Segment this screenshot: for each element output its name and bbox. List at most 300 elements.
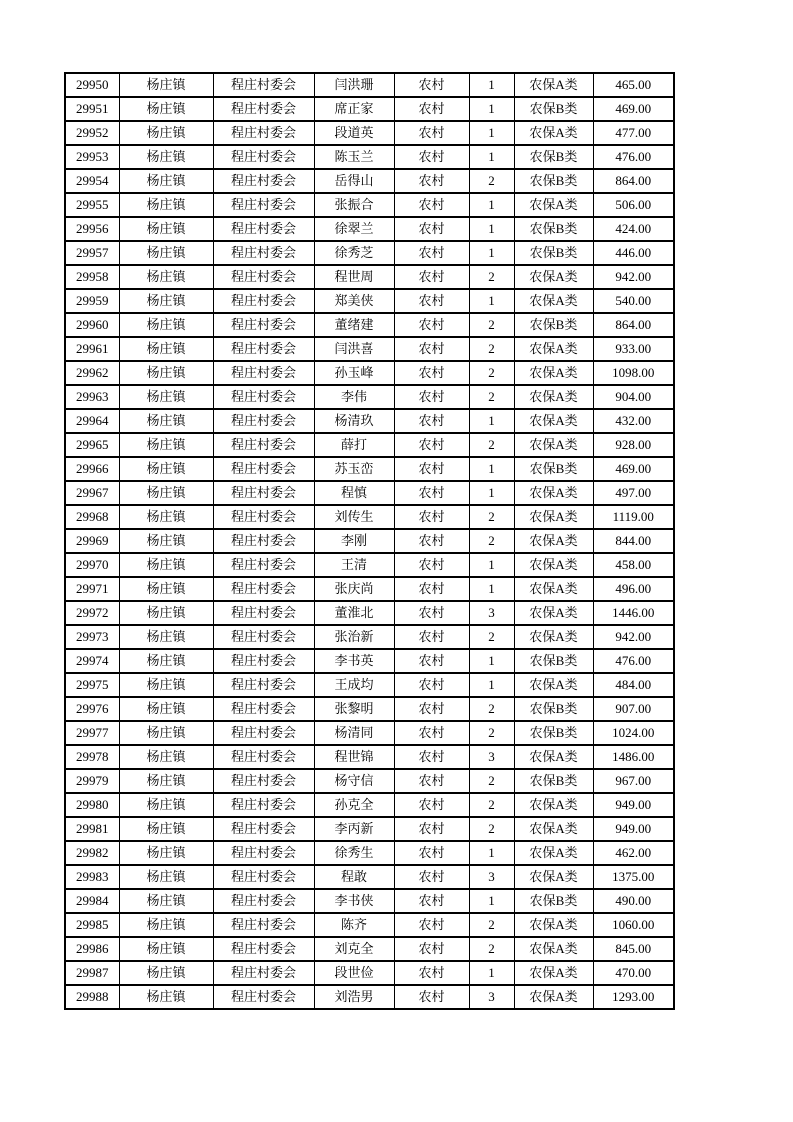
cell-insurance-category: 农保A类: [514, 505, 593, 529]
cell-person-name: 徐秀芝: [314, 241, 394, 265]
cell-village-committee: 程庄村委会: [213, 865, 314, 889]
cell-household-type: 农村: [394, 97, 469, 121]
cell-person-count: 2: [469, 361, 514, 385]
cell-amount: 1119.00: [593, 505, 674, 529]
cell-town: 杨庄镇: [119, 73, 213, 97]
cell-village-committee: 程庄村委会: [213, 385, 314, 409]
cell-amount: 477.00: [593, 121, 674, 145]
cell-insurance-category: 农保A类: [514, 961, 593, 985]
cell-person-count: 1: [469, 289, 514, 313]
cell-village-committee: 程庄村委会: [213, 961, 314, 985]
cell-person-count: 1: [469, 193, 514, 217]
cell-village-committee: 程庄村委会: [213, 457, 314, 481]
cell-amount: 496.00: [593, 577, 674, 601]
cell-serial-number: 29956: [65, 217, 119, 241]
cell-serial-number: 29978: [65, 745, 119, 769]
table-row: [65, 745, 674, 769]
table-row: [65, 817, 674, 841]
cell-insurance-category: 农保A类: [514, 937, 593, 961]
cell-person-name: 李丙新: [314, 817, 394, 841]
cell-serial-number: 29960: [65, 313, 119, 337]
cell-person-name: 张振合: [314, 193, 394, 217]
cell-insurance-category: 农保A类: [514, 529, 593, 553]
cell-person-name: 王清: [314, 553, 394, 577]
cell-household-type: 农村: [394, 553, 469, 577]
cell-person-name: 段世俭: [314, 961, 394, 985]
cell-amount: 1098.00: [593, 361, 674, 385]
cell-household-type: 农村: [394, 289, 469, 313]
cell-person-name: 程世周: [314, 265, 394, 289]
cell-insurance-category: 农保B类: [514, 241, 593, 265]
table-row: [65, 73, 674, 97]
cell-insurance-category: 农保B类: [514, 697, 593, 721]
cell-town: 杨庄镇: [119, 97, 213, 121]
cell-person-name: 苏玉峦: [314, 457, 394, 481]
cell-amount: 462.00: [593, 841, 674, 865]
cell-village-committee: 程庄村委会: [213, 241, 314, 265]
cell-amount: 928.00: [593, 433, 674, 457]
cell-insurance-category: 农保A类: [514, 625, 593, 649]
cell-village-committee: 程庄村委会: [213, 289, 314, 313]
cell-insurance-category: 农保A类: [514, 913, 593, 937]
cell-person-name: 闫洪喜: [314, 337, 394, 361]
cell-town: 杨庄镇: [119, 361, 213, 385]
cell-person-name: 张黎明: [314, 697, 394, 721]
cell-household-type: 农村: [394, 937, 469, 961]
cell-serial-number: 29979: [65, 769, 119, 793]
cell-village-committee: 程庄村委会: [213, 169, 314, 193]
cell-amount: 942.00: [593, 265, 674, 289]
cell-serial-number: 29977: [65, 721, 119, 745]
cell-insurance-category: 农保A类: [514, 73, 593, 97]
table-row: [65, 169, 674, 193]
cell-person-name: 李刚: [314, 529, 394, 553]
cell-town: 杨庄镇: [119, 529, 213, 553]
cell-insurance-category: 农保B类: [514, 457, 593, 481]
cell-person-count: 1: [469, 121, 514, 145]
cell-person-count: 3: [469, 865, 514, 889]
cell-insurance-category: 农保B类: [514, 889, 593, 913]
cell-person-count: 1: [469, 649, 514, 673]
cell-town: 杨庄镇: [119, 673, 213, 697]
cell-person-count: 1: [469, 145, 514, 169]
table-row: [65, 193, 674, 217]
cell-serial-number: 29976: [65, 697, 119, 721]
cell-insurance-category: 农保A类: [514, 577, 593, 601]
cell-amount: 864.00: [593, 313, 674, 337]
cell-village-committee: 程庄村委会: [213, 817, 314, 841]
cell-household-type: 农村: [394, 769, 469, 793]
table-row: [65, 673, 674, 697]
cell-amount: 1486.00: [593, 745, 674, 769]
cell-person-name: 孙克全: [314, 793, 394, 817]
table-row: [65, 313, 674, 337]
cell-town: 杨庄镇: [119, 625, 213, 649]
cell-person-count: 2: [469, 793, 514, 817]
table-row: [65, 433, 674, 457]
cell-insurance-category: 农保A类: [514, 193, 593, 217]
cell-insurance-category: 农保A类: [514, 817, 593, 841]
cell-insurance-category: 农保B类: [514, 169, 593, 193]
table-row: [65, 985, 674, 1009]
cell-town: 杨庄镇: [119, 865, 213, 889]
cell-village-committee: 程庄村委会: [213, 337, 314, 361]
cell-amount: 1060.00: [593, 913, 674, 937]
cell-person-name: 张庆尚: [314, 577, 394, 601]
cell-insurance-category: 农保A类: [514, 409, 593, 433]
cell-insurance-category: 农保B类: [514, 721, 593, 745]
cell-household-type: 农村: [394, 505, 469, 529]
cell-person-name: 徐翠兰: [314, 217, 394, 241]
cell-village-committee: 程庄村委会: [213, 625, 314, 649]
cell-village-committee: 程庄村委会: [213, 121, 314, 145]
table-row: [65, 601, 674, 625]
cell-household-type: 农村: [394, 601, 469, 625]
table-row: [65, 121, 674, 145]
cell-serial-number: 29957: [65, 241, 119, 265]
cell-serial-number: 29980: [65, 793, 119, 817]
cell-person-count: 3: [469, 601, 514, 625]
cell-village-committee: 程庄村委会: [213, 217, 314, 241]
cell-amount: 432.00: [593, 409, 674, 433]
cell-person-name: 杨守信: [314, 769, 394, 793]
cell-serial-number: 29981: [65, 817, 119, 841]
table-row: [65, 841, 674, 865]
cell-person-count: 2: [469, 721, 514, 745]
cell-village-committee: 程庄村委会: [213, 889, 314, 913]
cell-person-name: 陈齐: [314, 913, 394, 937]
table-row: [65, 889, 674, 913]
cell-person-count: 2: [469, 937, 514, 961]
cell-person-count: 1: [469, 217, 514, 241]
cell-insurance-category: 农保A类: [514, 121, 593, 145]
cell-insurance-category: 农保A类: [514, 865, 593, 889]
cell-insurance-category: 农保B类: [514, 217, 593, 241]
cell-insurance-category: 农保A类: [514, 385, 593, 409]
cell-town: 杨庄镇: [119, 769, 213, 793]
cell-amount: 469.00: [593, 97, 674, 121]
cell-town: 杨庄镇: [119, 145, 213, 169]
cell-household-type: 农村: [394, 169, 469, 193]
cell-serial-number: 29986: [65, 937, 119, 961]
cell-household-type: 农村: [394, 793, 469, 817]
cell-village-committee: 程庄村委会: [213, 505, 314, 529]
table-row: [65, 385, 674, 409]
table-row: [65, 625, 674, 649]
cell-village-committee: 程庄村委会: [213, 937, 314, 961]
cell-household-type: 农村: [394, 841, 469, 865]
cell-household-type: 农村: [394, 889, 469, 913]
table-body: [65, 73, 674, 1009]
cell-village-committee: 程庄村委会: [213, 361, 314, 385]
cell-insurance-category: 农保B类: [514, 313, 593, 337]
cell-town: 杨庄镇: [119, 433, 213, 457]
cell-amount: 942.00: [593, 625, 674, 649]
cell-insurance-category: 农保A类: [514, 337, 593, 361]
cell-amount: 949.00: [593, 793, 674, 817]
cell-insurance-category: 农保B类: [514, 97, 593, 121]
cell-village-committee: 程庄村委会: [213, 745, 314, 769]
cell-household-type: 农村: [394, 361, 469, 385]
cell-amount: 469.00: [593, 457, 674, 481]
cell-amount: 907.00: [593, 697, 674, 721]
cell-household-type: 农村: [394, 913, 469, 937]
cell-amount: 967.00: [593, 769, 674, 793]
cell-person-count: 1: [469, 73, 514, 97]
cell-household-type: 农村: [394, 529, 469, 553]
cell-household-type: 农村: [394, 121, 469, 145]
table-row: [65, 265, 674, 289]
cell-household-type: 农村: [394, 961, 469, 985]
cell-town: 杨庄镇: [119, 889, 213, 913]
cell-town: 杨庄镇: [119, 121, 213, 145]
cell-person-count: 1: [469, 841, 514, 865]
cell-insurance-category: 农保A类: [514, 265, 593, 289]
cell-household-type: 农村: [394, 385, 469, 409]
cell-serial-number: 29952: [65, 121, 119, 145]
cell-town: 杨庄镇: [119, 313, 213, 337]
cell-serial-number: 29984: [65, 889, 119, 913]
cell-village-committee: 程庄村委会: [213, 529, 314, 553]
cell-person-count: 2: [469, 313, 514, 337]
table-row: [65, 937, 674, 961]
cell-town: 杨庄镇: [119, 553, 213, 577]
cell-person-name: 席正家: [314, 97, 394, 121]
cell-town: 杨庄镇: [119, 697, 213, 721]
cell-town: 杨庄镇: [119, 961, 213, 985]
table-row: [65, 769, 674, 793]
cell-insurance-category: 农保A类: [514, 481, 593, 505]
cell-village-committee: 程庄村委会: [213, 409, 314, 433]
cell-serial-number: 29966: [65, 457, 119, 481]
table-row: [65, 97, 674, 121]
cell-household-type: 农村: [394, 217, 469, 241]
cell-person-count: 2: [469, 433, 514, 457]
cell-town: 杨庄镇: [119, 577, 213, 601]
cell-amount: 470.00: [593, 961, 674, 985]
cell-serial-number: 29959: [65, 289, 119, 313]
table-row: [65, 409, 674, 433]
cell-person-count: 1: [469, 961, 514, 985]
cell-insurance-category: 农保A类: [514, 601, 593, 625]
cell-person-count: 3: [469, 985, 514, 1009]
cell-village-committee: 程庄村委会: [213, 649, 314, 673]
cell-village-committee: 程庄村委会: [213, 673, 314, 697]
cell-person-count: 1: [469, 409, 514, 433]
cell-household-type: 农村: [394, 673, 469, 697]
cell-household-type: 农村: [394, 193, 469, 217]
table-row: [65, 481, 674, 505]
cell-town: 杨庄镇: [119, 745, 213, 769]
cell-serial-number: 29970: [65, 553, 119, 577]
cell-household-type: 农村: [394, 73, 469, 97]
cell-town: 杨庄镇: [119, 217, 213, 241]
cell-town: 杨庄镇: [119, 169, 213, 193]
cell-village-committee: 程庄村委会: [213, 481, 314, 505]
cell-person-name: 李书英: [314, 649, 394, 673]
cell-amount: 446.00: [593, 241, 674, 265]
cell-insurance-category: 农保A类: [514, 985, 593, 1009]
table-row: [65, 553, 674, 577]
cell-person-name: 段道英: [314, 121, 394, 145]
cell-serial-number: 29955: [65, 193, 119, 217]
cell-village-committee: 程庄村委会: [213, 601, 314, 625]
cell-amount: 476.00: [593, 649, 674, 673]
cell-person-count: 3: [469, 745, 514, 769]
cell-person-count: 2: [469, 769, 514, 793]
cell-amount: 949.00: [593, 817, 674, 841]
cell-village-committee: 程庄村委会: [213, 313, 314, 337]
cell-insurance-category: 农保A类: [514, 433, 593, 457]
cell-town: 杨庄镇: [119, 841, 213, 865]
cell-amount: 484.00: [593, 673, 674, 697]
cell-town: 杨庄镇: [119, 793, 213, 817]
cell-amount: 540.00: [593, 289, 674, 313]
cell-amount: 1375.00: [593, 865, 674, 889]
cell-household-type: 农村: [394, 985, 469, 1009]
cell-person-count: 1: [469, 577, 514, 601]
cell-serial-number: 29983: [65, 865, 119, 889]
cell-person-count: 2: [469, 625, 514, 649]
cell-household-type: 农村: [394, 697, 469, 721]
cell-serial-number: 29969: [65, 529, 119, 553]
cell-village-committee: 程庄村委会: [213, 97, 314, 121]
table-row: [65, 361, 674, 385]
cell-serial-number: 29958: [65, 265, 119, 289]
cell-village-committee: 程庄村委会: [213, 73, 314, 97]
cell-village-committee: 程庄村委会: [213, 841, 314, 865]
cell-amount: 465.00: [593, 73, 674, 97]
cell-household-type: 农村: [394, 481, 469, 505]
cell-town: 杨庄镇: [119, 409, 213, 433]
cell-village-committee: 程庄村委会: [213, 769, 314, 793]
cell-serial-number: 29954: [65, 169, 119, 193]
cell-person-count: 2: [469, 529, 514, 553]
cell-amount: 476.00: [593, 145, 674, 169]
cell-person-count: 1: [469, 241, 514, 265]
cell-town: 杨庄镇: [119, 721, 213, 745]
cell-household-type: 农村: [394, 265, 469, 289]
cell-person-name: 郑美侠: [314, 289, 394, 313]
table-row: [65, 721, 674, 745]
cell-household-type: 农村: [394, 817, 469, 841]
cell-serial-number: 29985: [65, 913, 119, 937]
cell-person-name: 徐秀生: [314, 841, 394, 865]
cell-person-count: 1: [469, 457, 514, 481]
cell-person-name: 程世锦: [314, 745, 394, 769]
cell-village-committee: 程庄村委会: [213, 265, 314, 289]
cell-amount: 904.00: [593, 385, 674, 409]
cell-amount: 1293.00: [593, 985, 674, 1009]
cell-town: 杨庄镇: [119, 985, 213, 1009]
cell-serial-number: 29962: [65, 361, 119, 385]
table-row: [65, 505, 674, 529]
cell-person-name: 孙玉峰: [314, 361, 394, 385]
cell-town: 杨庄镇: [119, 505, 213, 529]
cell-town: 杨庄镇: [119, 937, 213, 961]
cell-amount: 844.00: [593, 529, 674, 553]
cell-town: 杨庄镇: [119, 817, 213, 841]
cell-person-name: 陈玉兰: [314, 145, 394, 169]
cell-village-committee: 程庄村委会: [213, 145, 314, 169]
table-row: [65, 577, 674, 601]
cell-serial-number: 29950: [65, 73, 119, 97]
cell-insurance-category: 农保B类: [514, 769, 593, 793]
cell-person-name: 李书侠: [314, 889, 394, 913]
table-row: [65, 961, 674, 985]
cell-person-count: 2: [469, 913, 514, 937]
cell-amount: 490.00: [593, 889, 674, 913]
cell-person-count: 2: [469, 697, 514, 721]
cell-amount: 933.00: [593, 337, 674, 361]
cell-person-count: 1: [469, 97, 514, 121]
cell-village-committee: 程庄村委会: [213, 913, 314, 937]
cell-person-count: 1: [469, 481, 514, 505]
cell-town: 杨庄镇: [119, 193, 213, 217]
cell-person-count: 2: [469, 337, 514, 361]
cell-amount: 497.00: [593, 481, 674, 505]
cell-household-type: 农村: [394, 745, 469, 769]
table-row: [65, 529, 674, 553]
cell-person-name: 董淮北: [314, 601, 394, 625]
cell-person-name: 刘浩男: [314, 985, 394, 1009]
cell-insurance-category: 农保B类: [514, 145, 593, 169]
cell-household-type: 农村: [394, 457, 469, 481]
cell-person-count: 2: [469, 385, 514, 409]
cell-person-name: 杨清同: [314, 721, 394, 745]
cell-household-type: 农村: [394, 721, 469, 745]
table-row: [65, 145, 674, 169]
cell-serial-number: 29987: [65, 961, 119, 985]
table-row: [65, 793, 674, 817]
cell-person-name: 王成均: [314, 673, 394, 697]
cell-village-committee: 程庄村委会: [213, 793, 314, 817]
cell-serial-number: 29971: [65, 577, 119, 601]
cell-town: 杨庄镇: [119, 289, 213, 313]
cell-person-name: 刘克全: [314, 937, 394, 961]
cell-amount: 1024.00: [593, 721, 674, 745]
cell-household-type: 农村: [394, 145, 469, 169]
cell-person-name: 李伟: [314, 385, 394, 409]
cell-insurance-category: 农保A类: [514, 289, 593, 313]
table-row: [65, 457, 674, 481]
cell-serial-number: 29964: [65, 409, 119, 433]
cell-person-count: 2: [469, 505, 514, 529]
table-row: [65, 913, 674, 937]
cell-person-name: 刘传生: [314, 505, 394, 529]
table-row: [65, 217, 674, 241]
table-row: [65, 649, 674, 673]
cell-household-type: 农村: [394, 337, 469, 361]
cell-person-name: 张治新: [314, 625, 394, 649]
cell-village-committee: 程庄村委会: [213, 553, 314, 577]
cell-insurance-category: 农保A类: [514, 841, 593, 865]
cell-town: 杨庄镇: [119, 265, 213, 289]
cell-insurance-category: 农保A类: [514, 745, 593, 769]
cell-amount: 1446.00: [593, 601, 674, 625]
cell-person-name: 薛打: [314, 433, 394, 457]
cell-insurance-category: 农保A类: [514, 673, 593, 697]
cell-town: 杨庄镇: [119, 457, 213, 481]
cell-household-type: 农村: [394, 577, 469, 601]
table-row: [65, 865, 674, 889]
cell-household-type: 农村: [394, 409, 469, 433]
cell-insurance-category: 农保A类: [514, 361, 593, 385]
cell-person-count: 2: [469, 169, 514, 193]
cell-serial-number: 29951: [65, 97, 119, 121]
cell-serial-number: 29965: [65, 433, 119, 457]
cell-amount: 458.00: [593, 553, 674, 577]
